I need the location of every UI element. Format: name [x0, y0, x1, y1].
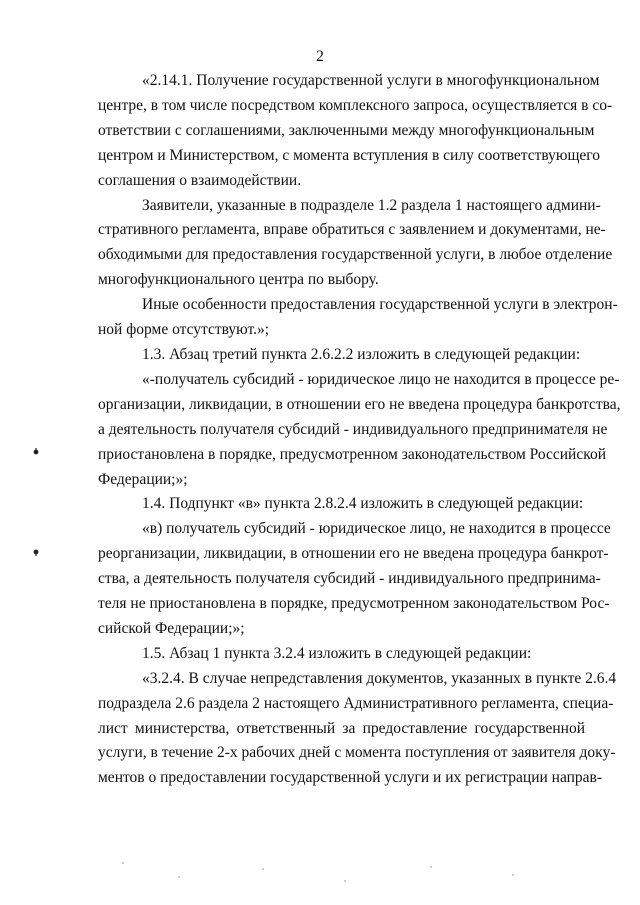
- text-line: приостановлена в порядке, предусмотренном законодательством Российской: [98, 445, 607, 463]
- scan-speck: [344, 880, 346, 882]
- text-line: а деятельность получателя субсидий - индивидуального предпринимателя не: [98, 420, 608, 438]
- text-line: «3.2.4. В случае непредставления документов, указанных в пункте 2.6.4: [142, 669, 617, 687]
- text-line: ства, а деятельность получателя субсидий - индивидуального предпринима-: [98, 570, 601, 588]
- text-line: сийской Федерации;»;: [98, 619, 245, 637]
- binding-hole-mark: [33, 548, 39, 556]
- text-line: 1.3. Абзац третий пункта 2.6.2.2 изложить в следующей редакции:: [142, 345, 581, 363]
- page-number: 2: [316, 48, 324, 65]
- scan-speck: [122, 862, 124, 864]
- text-line: многофункционального центра по выбору.: [98, 271, 379, 289]
- text-line: подраздела 2.6 раздела 2 настоящего Административного регламента, специа-: [98, 694, 614, 712]
- scan-speck: [430, 866, 432, 868]
- text-line: центром и Министерством, с момента вступления в силу соответствующего: [98, 146, 601, 164]
- binding-hole-mark: [33, 448, 39, 456]
- text-line: «-получатель субсидий - юридическое лицо не находится в процессе ре-: [142, 370, 620, 388]
- scan-speck: [512, 874, 514, 876]
- text-line: ной форме отсутствуют.»;: [98, 321, 270, 339]
- scan-speck: [178, 876, 180, 878]
- text-line: центре, в том числе посредством комплексного запроса, осуществляется в со-: [98, 96, 613, 114]
- text-line: услуги, в течение 2-х рабочих дней с момента поступления от заявителя доку-: [98, 744, 616, 762]
- text-line: ментов о предоставлении государственной услуги и их регистрации направ-: [98, 769, 603, 787]
- text-line: стративного регламента, вправе обратиться с заявлением и документами, не-: [98, 221, 606, 239]
- text-line: 1.5. Абзац 1 пункта 3.2.4 изложить в следующей редакции:: [142, 644, 532, 662]
- text-line: 1.4. Подпункт «в» пункта 2.8.2.4 изложить в следующей редакции:: [142, 495, 584, 513]
- text-line: лист министерства, ответственный за предоставление государственной: [98, 719, 585, 737]
- text-line: организации, ликвидации, в отношении его не введена процедура банкротства,: [98, 395, 621, 413]
- text-line: ответствии с соглашениями, заключенными между многофункциональным: [98, 121, 595, 139]
- scan-speck: [262, 868, 264, 870]
- document-body: [98, 69, 621, 791]
- text-line: «2.14.1. Получение государственной услуги в многофункциональном: [142, 72, 600, 89]
- text-line: Федерации;»;: [98, 470, 188, 488]
- text-line: Иные особенности предоставления государственной услуги в электрон-: [142, 296, 618, 314]
- text-line: теля не приостановлена в порядке, предусмотренном законодательством Рос-: [98, 595, 610, 613]
- text-line: «в) получатель субсидий - юридическое лицо, не находится в процессе: [142, 520, 611, 538]
- text-line: соглашения о взаимодействии.: [98, 171, 302, 189]
- text-line: реорганизации, ликвидации, в отношении его не введена процедура банкрот-: [98, 545, 609, 563]
- text-line: обходимыми для предоставления государственной услуги, в любое отделение: [98, 246, 613, 264]
- text-line: Заявители, указанные в подразделе 1.2 раздела 1 настоящего админи-: [142, 196, 601, 214]
